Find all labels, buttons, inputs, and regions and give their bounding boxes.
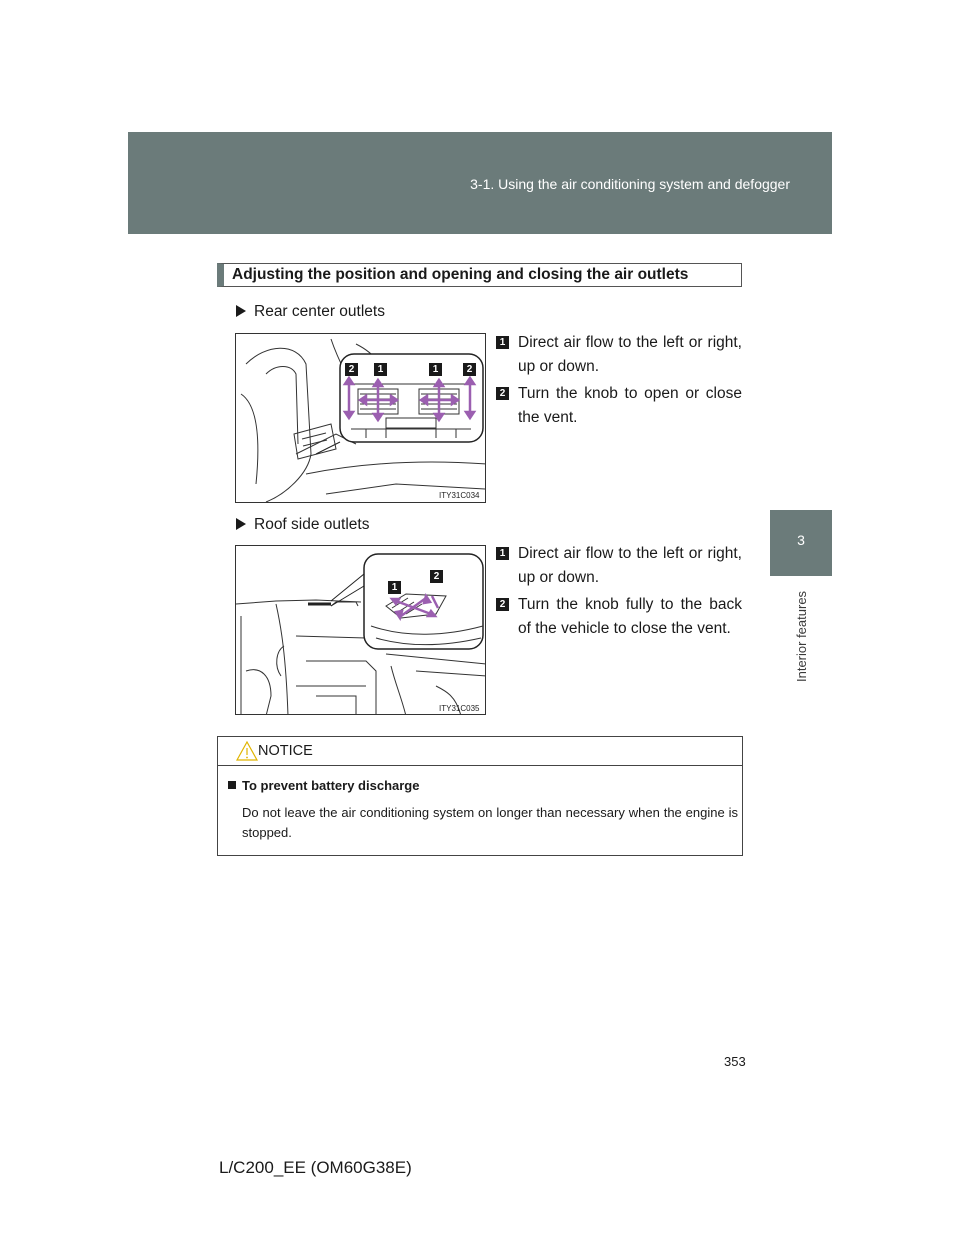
step-number: 2 <box>496 387 509 400</box>
triangle-bullet-icon <box>236 305 246 317</box>
roof-side-outlets-figure <box>235 545 486 715</box>
step-text: Turn the knob to open or close the vent. <box>518 385 742 426</box>
callout-badge: 1 <box>374 363 387 376</box>
step-number: 1 <box>496 336 509 349</box>
step-number: 2 <box>496 598 509 611</box>
chapter-number: 3 <box>797 532 805 548</box>
page-number: 353 <box>724 1054 746 1069</box>
bullet-label: Roof side outlets <box>254 516 370 533</box>
notice-header <box>218 737 742 766</box>
callout-badge: 2 <box>345 363 358 376</box>
step-item <box>496 331 742 379</box>
callout-badge: 1 <box>429 363 442 376</box>
bullet-label: Rear center outlets <box>254 303 385 320</box>
step-item <box>496 593 742 641</box>
subheading-box <box>217 263 742 287</box>
rear-center-steps <box>496 331 742 433</box>
square-bullet-icon <box>228 781 236 789</box>
chapter-label-text: Interior features <box>794 590 809 682</box>
bullet-roof-side <box>236 516 369 534</box>
step-text: Direct air flow to the left or right, up or down. <box>518 334 742 375</box>
bullet-rear-center <box>236 303 385 321</box>
rear-center-outlets-illustration <box>236 334 486 503</box>
callout-badge: 2 <box>463 363 476 376</box>
roof-side-steps <box>496 542 742 644</box>
triangle-bullet-icon <box>236 518 246 530</box>
warning-triangle-icon <box>236 741 258 761</box>
step-item <box>496 382 742 430</box>
notice-box <box>217 736 743 856</box>
step-text: Turn the knob fully to the back of the vehicle to close the vent. <box>518 596 742 637</box>
document-code: L/C200_EE (OM60G38E) <box>219 1158 412 1177</box>
notice-body: Do not leave the air conditioning system on longer than necessary when the engine is stopped. <box>242 805 738 840</box>
roof-side-outlets-illustration <box>236 546 486 715</box>
callout-badge: 2 <box>430 570 443 583</box>
callout-badge: 1 <box>388 581 401 594</box>
subheading-text: Adjusting the position and opening and closing the air outlets <box>232 266 689 283</box>
notice-subheading-text: To prevent battery discharge <box>242 778 420 793</box>
figure-code: ITY31C035 <box>439 704 480 713</box>
step-item <box>496 542 742 590</box>
chapter-label <box>778 590 809 690</box>
step-number: 1 <box>496 547 509 560</box>
notice-title: NOTICE <box>258 743 313 759</box>
section-title: 3-1. Using the air conditioning system and defogger <box>470 176 790 192</box>
notice-subheading <box>228 778 419 793</box>
figure-code: ITY31C034 <box>439 491 480 500</box>
rear-center-outlets-figure <box>235 333 486 503</box>
step-text: Direct air flow to the left or right, up or down. <box>518 545 742 586</box>
